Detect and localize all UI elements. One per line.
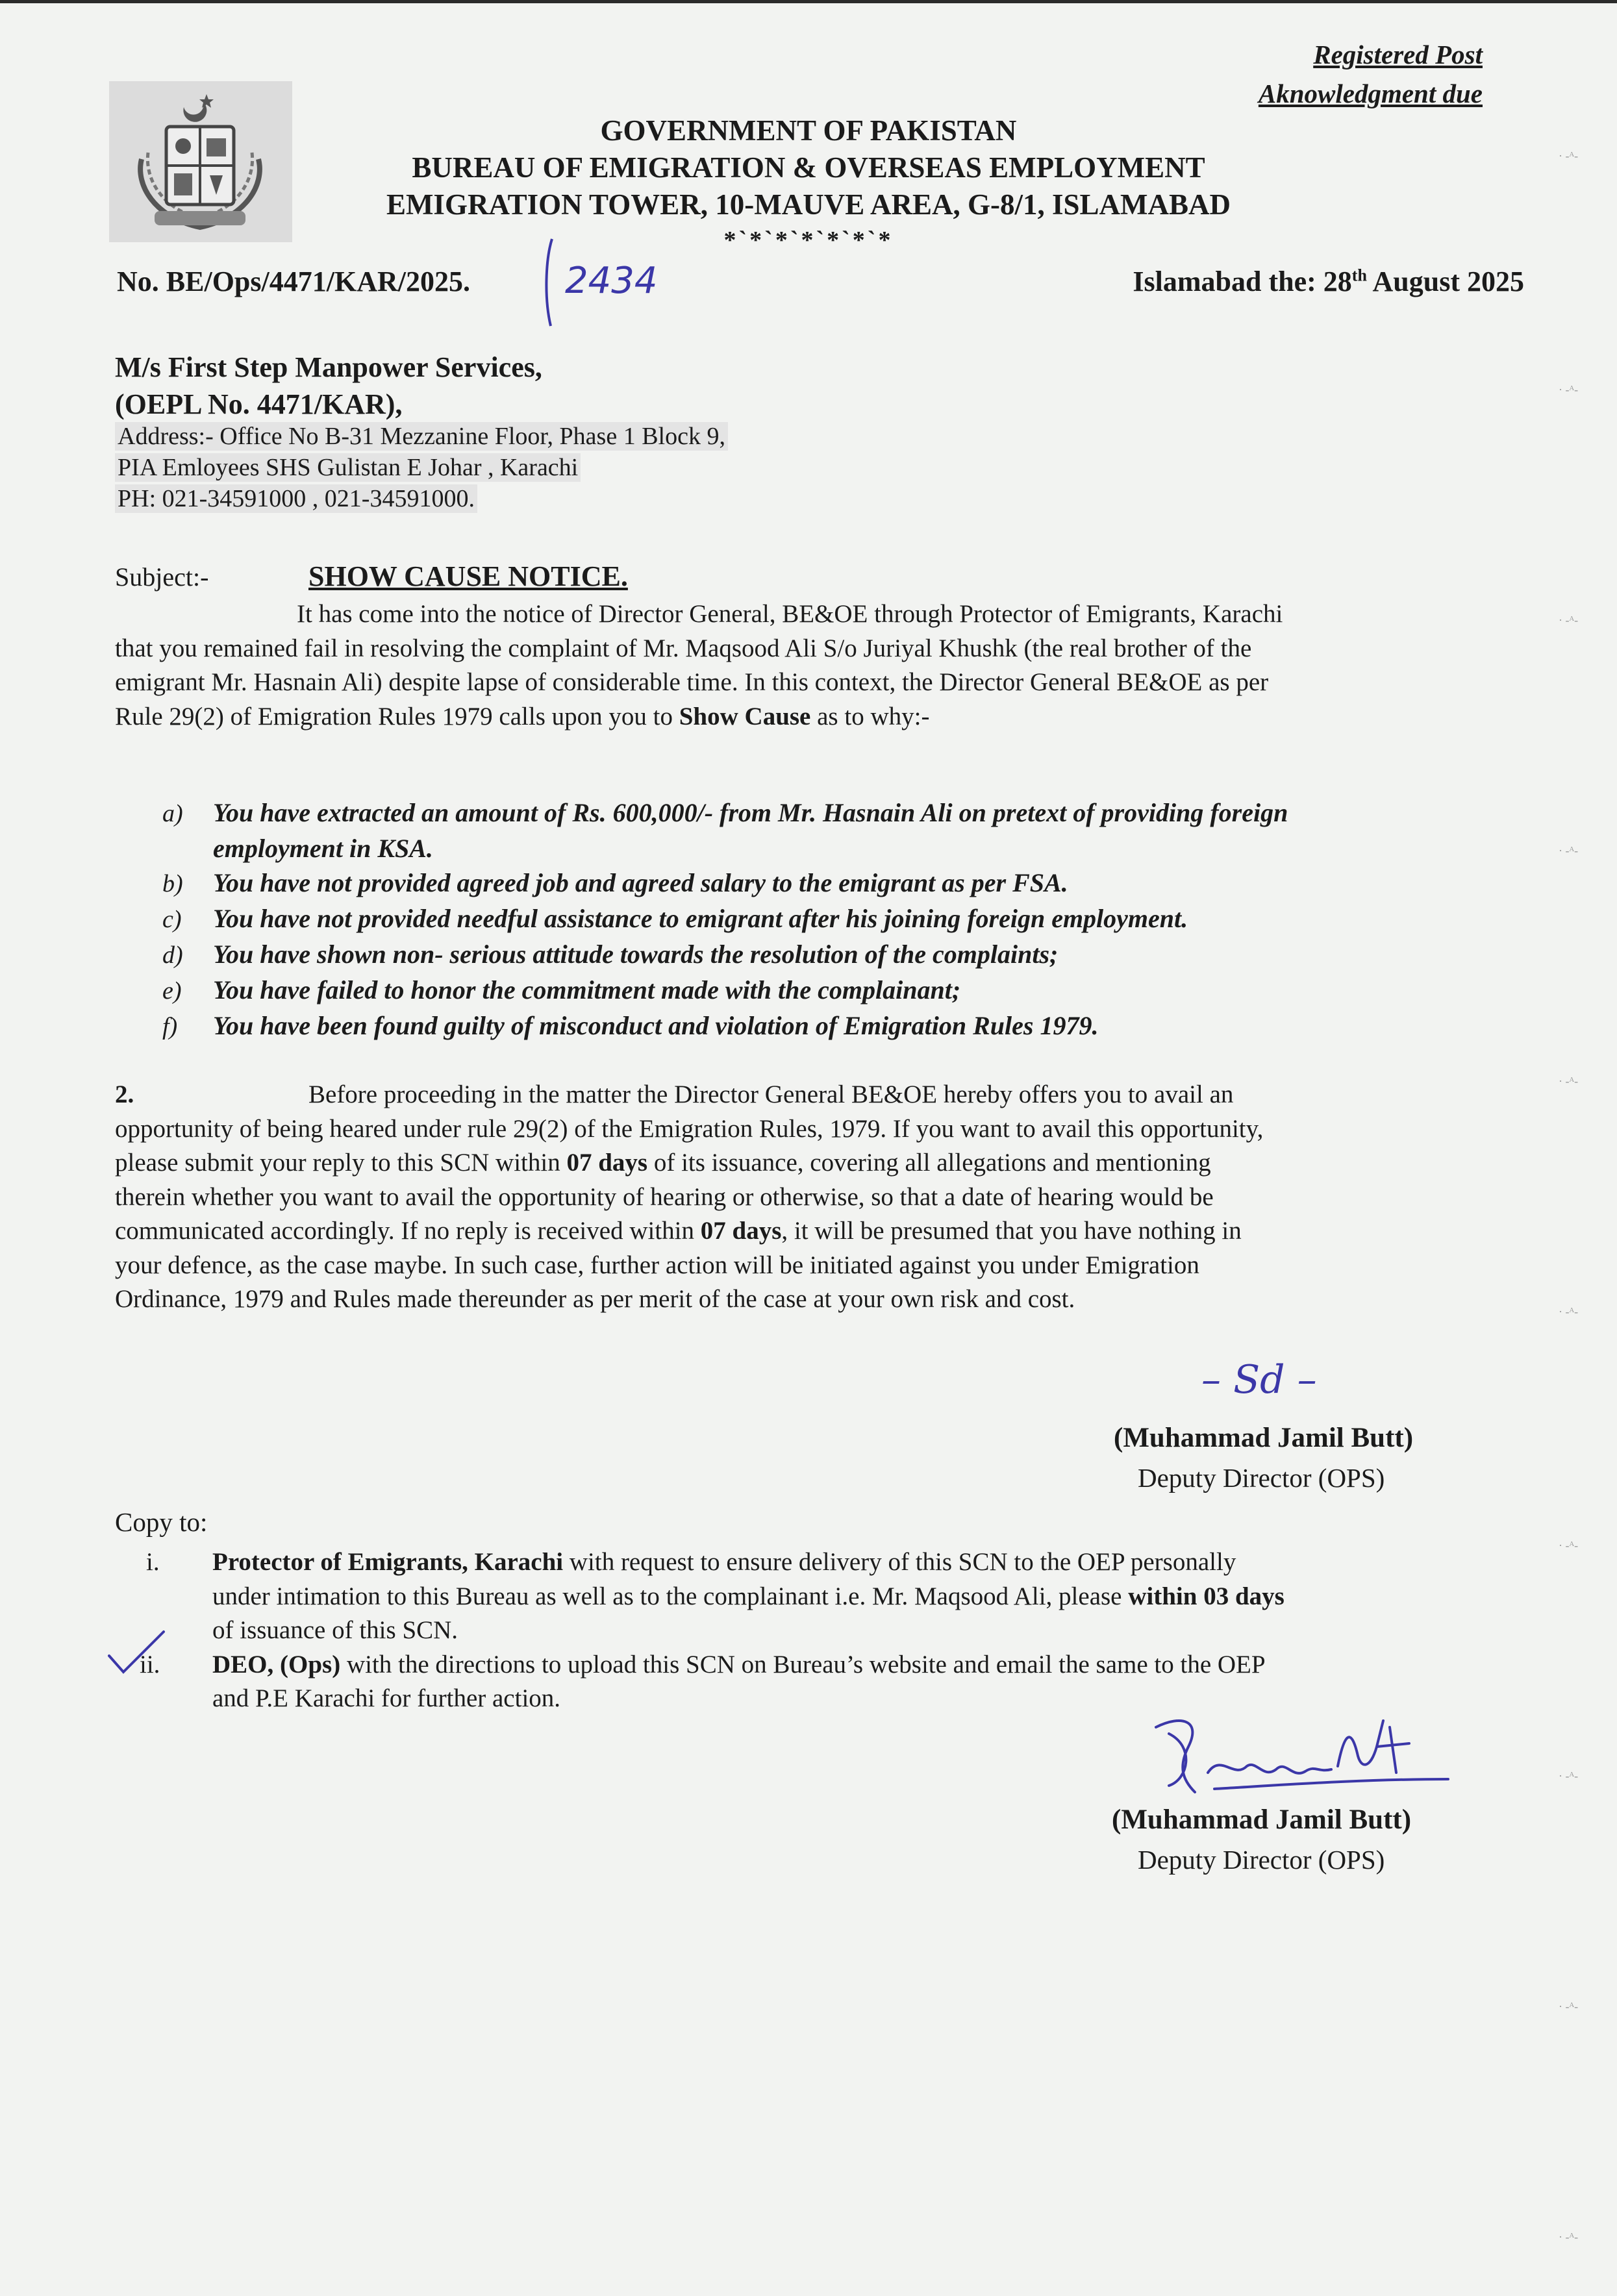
charge-a: a) You have extracted an amount of Rs. 600,000/- from Mr. Hasnain Ali on pretext of providing foreign (162, 795, 1494, 831)
margin-mark: · -ᴬ- (1559, 1075, 1579, 1088)
addressee-oepl: (OEPL No. 4471/KAR), (115, 388, 403, 420)
header-stars: *`*`*`*`*`*`* (723, 227, 894, 254)
paragraph-2 (115, 1078, 1479, 1317)
copy-item-1-number: i. (146, 1548, 160, 1576)
charge-f: f) You have been found guilty of misconduct and violation of Emigration Rules 1979. (162, 1008, 1494, 1044)
margin-mark: · -ᴬ- (1559, 614, 1579, 627)
charge-c: c) You have not provided needful assistance to emigrant after his joining foreign employment. (162, 901, 1494, 937)
para2-line5: communicated accordingly. If no reply is received within 07 days, it will be presumed that you have nothing in (115, 1217, 1242, 1245)
date-suffix: August 2025 (1366, 266, 1524, 297)
signatory-designation-2: Deputy Director (OPS) (1138, 1845, 1385, 1875)
addressee-address-line1: Address:- Office No B-31 Mezzanine Floor, Phase 1 Block 9, (115, 422, 728, 451)
handwritten-tick-icon (104, 1627, 169, 1678)
handwritten-diary-number (539, 234, 682, 331)
date-prefix: Islamabad the: 28 (1133, 266, 1352, 297)
charge-letter: c) (162, 906, 182, 933)
margin-mark: · -ᴬ- (1559, 2230, 1579, 2243)
copy-to-label: Copy to: (115, 1507, 208, 1537)
margin-mark: · -ᴬ- (1559, 844, 1579, 857)
issue-date (1133, 265, 1524, 298)
charges-list (162, 795, 1494, 1044)
para2-line2: opportunity of being heared under rule 29(2) of the Emigration Rules, 1979. If you want to avail this opportunity, (115, 1114, 1264, 1143)
charge-b: b) You have not provided agreed job and agreed salary to the emigrant as per FSA. (162, 866, 1494, 901)
copy-item-2-number: ii. (140, 1650, 160, 1678)
charge-letter: f) (162, 1013, 178, 1040)
addressee-phone: PH: 021-34591000 , 021-34591000. (115, 484, 477, 513)
handwritten-signature-icon (1143, 1708, 1468, 1812)
margin-mark: · -ᴬ- (1559, 1769, 1579, 1782)
copy-item-2: ii. DEO, (Ops) with the directions to upload this SCN on Bureau’s website and email the same to the OEP and P.E Karachi for further action. (115, 1648, 1479, 1716)
reference-number: No. BE/Ops/4471/KAR/2025. (117, 266, 470, 297)
charge-letter: b) (162, 870, 183, 897)
signatory-name-2: (Muhammad Jamil Butt) (1112, 1804, 1412, 1835)
charge-a-continued: employment in KSA. (213, 834, 433, 863)
para2-line4: therein whether you want to avail the opportunity of hearing or otherwise, so that a date of hearing would be (115, 1182, 1214, 1211)
margin-mark: · -ᴬ- (1559, 383, 1579, 396)
margin-mark: · -ᴬ- (1559, 1539, 1579, 1552)
paragraph-1 (115, 597, 1479, 734)
acknowledgment-due: Aknowledgment due (1258, 79, 1483, 108)
charge-e: e) You have failed to honor the commitment made with the complainant; (162, 973, 1494, 1008)
charge-letter: e) (162, 977, 182, 1004)
margin-mark: · -ᴬ- (1559, 1305, 1579, 1318)
signatory-designation-1: Deputy Director (OPS) (1138, 1463, 1385, 1493)
addressee-address-line2: PIA Emloyees SHS Gulistan E Johar , Karachi (115, 453, 581, 482)
header-address: EMIGRATION TOWER, 10-MAUVE AREA, G-8/1, ISLAMABAD (386, 188, 1231, 221)
copy-list (115, 1545, 1479, 1716)
header-government: GOVERNMENT OF PAKISTAN (600, 114, 1017, 147)
header-bureau: BUREAU OF EMIGRATION & OVERSEAS EMPLOYMENT (412, 151, 1205, 184)
addressee-name: M/s First Step Manpower Services, (115, 351, 542, 383)
charge-letter: d) (162, 942, 183, 969)
show-cause-bold: Show Cause (679, 702, 811, 730)
top-border (0, 0, 1617, 3)
para2-line6: your defence, as the case maybe. In such case, further action will be initiated against you under Emigration (115, 1251, 1199, 1279)
subject-title: SHOW CAUSE NOTICE. (308, 560, 628, 592)
date-superscript: th (1351, 266, 1367, 285)
para2-line3: please submit your reply to this SCN within 07 days of its issuance, covering all allegations and mentioning (115, 1149, 1211, 1177)
charge-letter: a) (162, 800, 183, 827)
para1-line3: emigrant Mr. Hasnain Ali) despite lapse of considerable time. In this context, the Director General BE&OE as per (115, 668, 1269, 696)
para1-line1: It has come into the notice of Director General, BE&OE through Protector of Emigrants, Karachi (297, 600, 1283, 628)
charge-d: d) You have shown non- serious attitude towards the resolution of the complaints; (162, 937, 1494, 973)
handwritten-sd: – Sd – (1201, 1357, 1317, 1403)
para1-line2: that you remained fail in resolving the complaint of Mr. Maqsood Ali S/o Juriyal Khushk (the real brother of the (115, 634, 1252, 662)
para2-number: 2. (115, 1080, 134, 1108)
registered-post: Registered Post (1313, 40, 1483, 69)
handwritten-number: 2434 (565, 260, 658, 302)
copy-item-1: i. Protector of Emigrants, Karachi with request to ensure delivery of this SCN to the OEP personally under intimation to this Bureau as well as to the complainant i.e. Mr. Maqsood Ali, please within 03 days of issuance of this SCN. (115, 1545, 1479, 1648)
para2-line1: 2. Before proceeding in the matter the Director General BE&OE hereby offers you to avail an (115, 1078, 1479, 1112)
margin-mark: · -ᴬ- (1559, 149, 1579, 162)
subject-label: Subject:- (115, 562, 209, 592)
signatory-name-1: (Muhammad Jamil Butt) (1114, 1423, 1414, 1453)
margin-mark: · -ᴬ- (1559, 2000, 1579, 2013)
para1-line4: Rule 29(2) of Emigration Rules 1979 calls upon you to Show Cause as to why:- (115, 702, 930, 730)
para2-line7: Ordinance, 1979 and Rules made thereunder as per merit of the case at your own risk and cost. (115, 1285, 1075, 1313)
